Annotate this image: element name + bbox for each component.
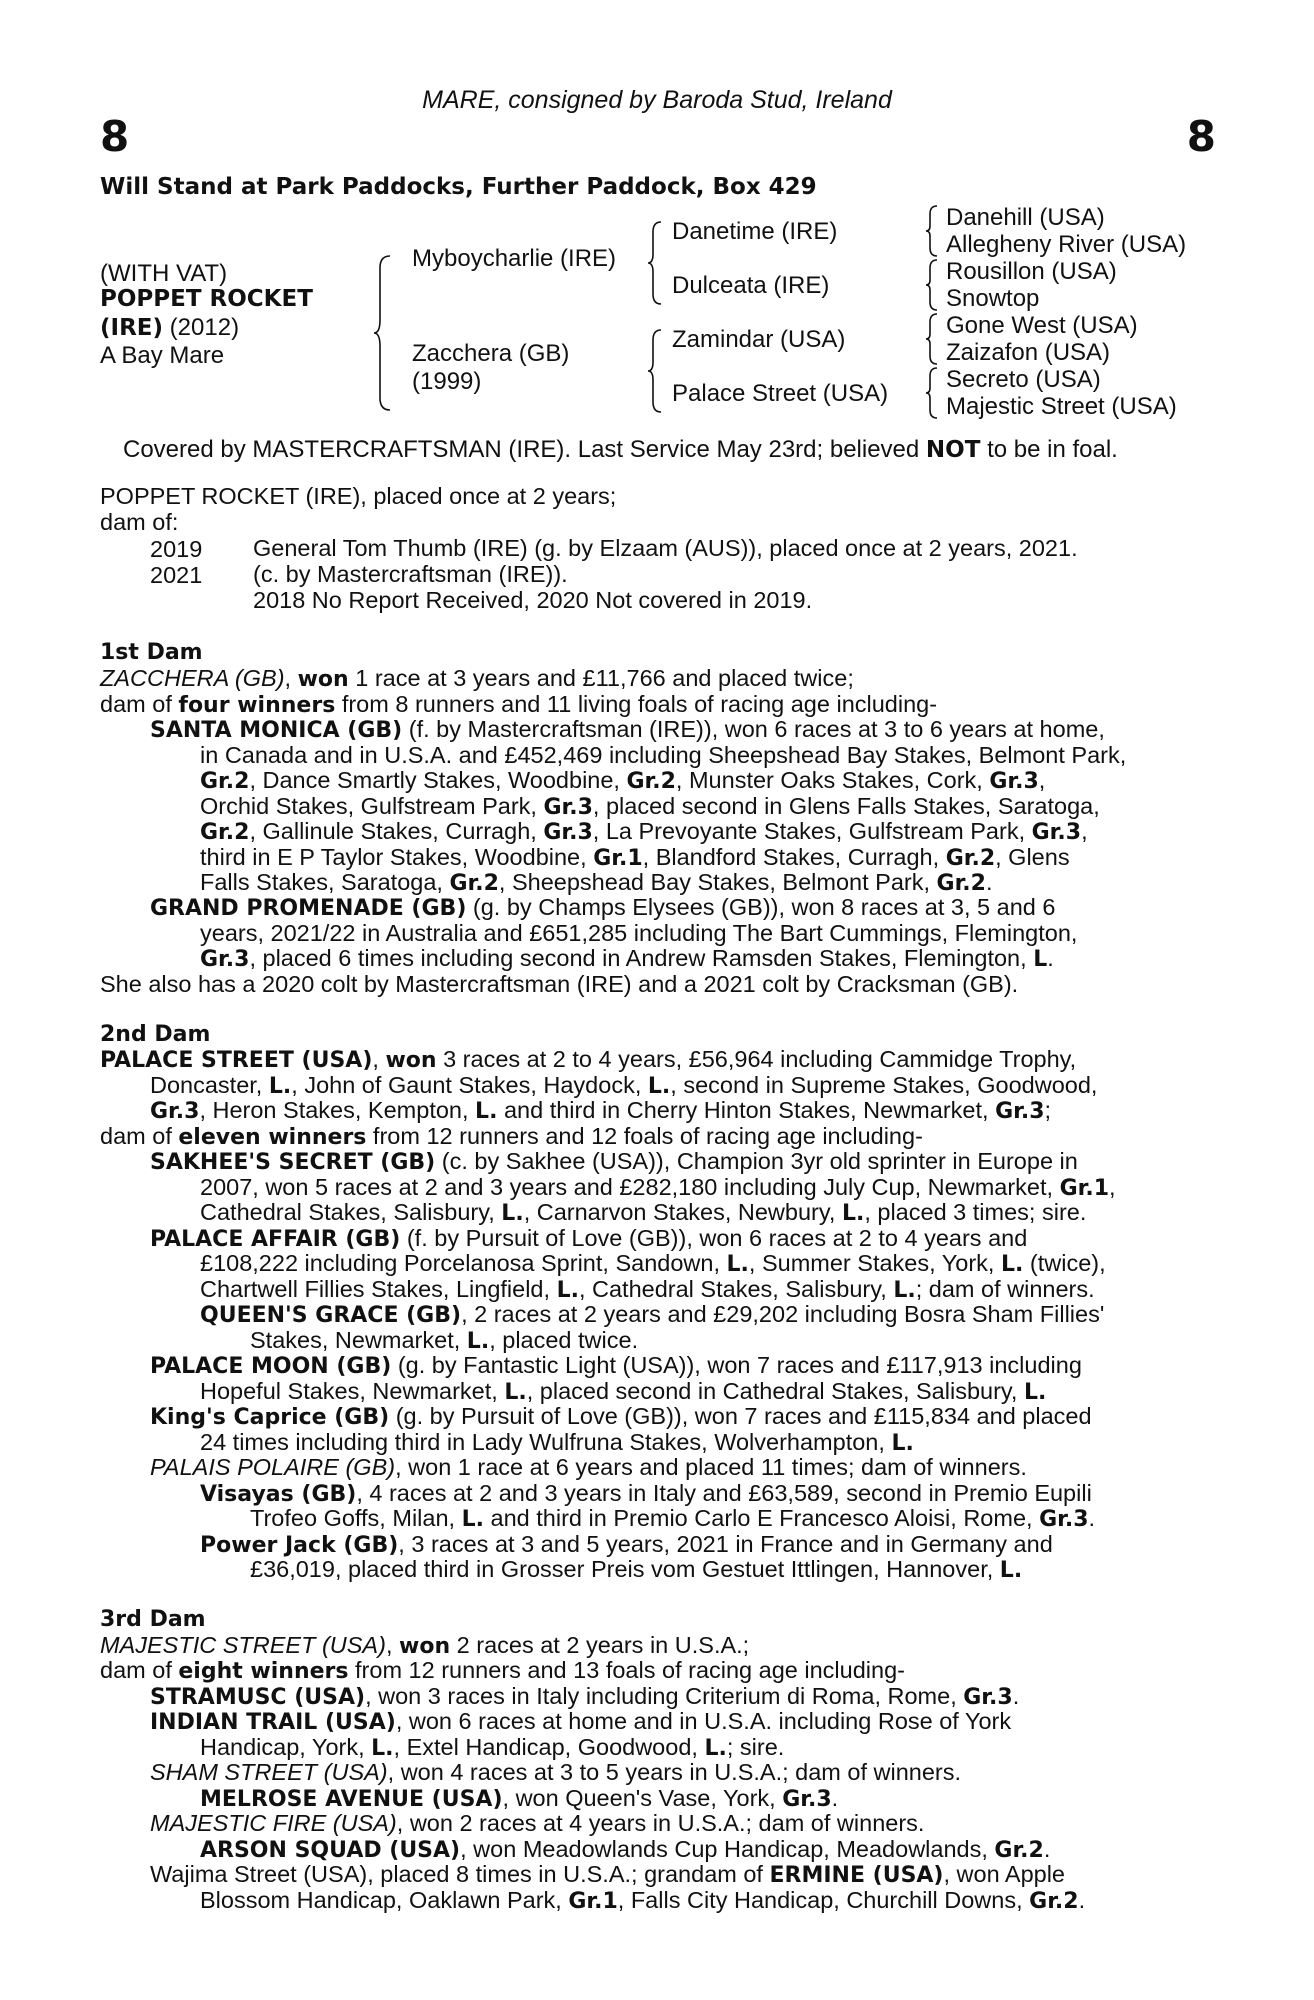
produce-entry: General Tom Thumb (IRE) (g. by Elzaam (AUS)), placed once at 2 years, 2021. <box>253 535 1078 561</box>
first-dam-line: Falls Stakes, Saratoga, Gr.2, Sheepshead Bay Stakes, Belmont Park, Gr.2. <box>200 869 993 896</box>
produce-dam-of: dam of: <box>100 509 179 535</box>
horse-origin-year: (IRE) (2012) <box>100 314 240 341</box>
first-dam-line: Gr.2, Gallinule Stakes, Curragh, Gr.3, La Prevoyante Stakes, Gulfstream Park, Gr.3, <box>200 818 1088 845</box>
produce-intro: POPPET ROCKET (IRE), placed once at 2 years; <box>100 483 617 509</box>
third-dam-line: STRAMUSC (USA), won 3 races in Italy including Criterium di Roma, Rome, Gr.3. <box>150 1683 1020 1710</box>
produce-year: 2021 <box>150 562 203 588</box>
second-dam-line: PALAIS POLAIRE (GB), won 1 race at 6 years and placed 11 times; dam of winners. <box>150 1454 1027 1480</box>
first-dam-line: ZACCHERA (GB), won 1 race at 3 years and £11,766 and placed twice; <box>100 665 854 692</box>
first-dam-line: She also has a 2020 colt by Mastercraftsman (IRE) and a 2021 colt by Cracksman (GB). <box>100 971 1019 997</box>
first-dam-heading: 1st Dam <box>100 640 203 665</box>
pedigree-brace-sd <box>924 258 942 312</box>
consignor-subtitle: MARE, consigned by Baroda Stud, Ireland <box>422 86 892 114</box>
pedigree-brace-dam <box>646 328 666 414</box>
first-dam-line: SANTA MONICA (GB) (f. by Mastercraftsman (IRE)), won 6 races at 3 to 6 years at home, <box>150 716 1105 743</box>
second-dam-line: Doncaster, L., John of Gaunt Stakes, Haydock, L., second in Supreme Stakes, Goodwood, <box>150 1072 1098 1099</box>
second-dam-line: SAKHEE'S SECRET (GB) (c. by Sakhee (USA)), Champion 3yr old sprinter in Europe in <box>150 1148 1078 1175</box>
vat-note: (WITH VAT) <box>100 260 228 287</box>
pedigree-brace-ds <box>924 312 942 366</box>
pedigree-brace-sire <box>646 220 666 306</box>
dam: Zacchera (GB) <box>412 340 570 367</box>
second-dam-line: PALACE AFFAIR (GB) (f. by Pursuit of Love (GB)), won 6 races at 2 to 4 years and <box>150 1225 1028 1252</box>
second-dam-line: £108,222 including Porcelanosa Sprint, Sandown, L., Summer Stakes, York, L. (twice), <box>200 1250 1106 1277</box>
second-dam-line: Cathedral Stakes, Salisbury, L., Carnarvon Stakes, Newbury, L., placed 3 times; sire. <box>200 1199 1087 1226</box>
first-dam-line: dam of four winners from 8 runners and 11 living foals of racing age including- <box>100 691 938 718</box>
first-dam-line: Orchid Stakes, Gulfstream Park, Gr.3, placed second in Glens Falls Stakes, Saratoga, <box>200 793 1100 820</box>
lot-number-left: 8 <box>100 112 130 161</box>
third-dam-line: MAJESTIC FIRE (USA), won 2 races at 4 years in U.S.A.; dam of winners. <box>150 1810 925 1836</box>
sire-dam: Dulceata (IRE) <box>672 272 830 299</box>
second-dam-line: Visayas (GB), 4 races at 2 and 3 years in Italy and £63,589, second in Premio Eupili <box>200 1480 1092 1507</box>
third-dam-line: ARSON SQUAD (USA), won Meadowlands Cup Handicap, Meadowlands, Gr.2. <box>200 1836 1051 1863</box>
second-dam-line: Gr.3, Heron Stakes, Kempton, L. and third in Cherry Hinton Stakes, Newmarket, Gr.3; <box>150 1097 1052 1124</box>
third-dam-line: dam of eight winners from 12 runners and 13 foals of racing age including- <box>100 1657 905 1684</box>
produce-note: 2018 No Report Received, 2020 Not covered in 2019. <box>253 587 813 613</box>
dam-dam: Palace Street (USA) <box>672 380 889 407</box>
third-dam-line: SHAM STREET (USA), won 4 races at 3 to 5 years in U.S.A.; dam of winners. <box>150 1759 962 1785</box>
first-dam-line: Gr.3, placed 6 times including second in Andrew Ramsden Stakes, Flemington, L. <box>200 945 1054 972</box>
covering-note: Covered by MASTERCRAFTSMAN (IRE). Last Service May 23rd; believed NOT to be in foal. <box>123 436 1118 463</box>
sire: Myboycharlie (IRE) <box>412 245 617 272</box>
third-dam-heading: 3rd Dam <box>100 1607 206 1632</box>
dam-year: (1999) <box>412 368 482 395</box>
pedigree-brace-main <box>372 254 396 412</box>
sire-sire: Danetime (IRE) <box>672 218 838 245</box>
third-dam-line: Blossom Handicap, Oaklawn Park, Gr.1, Falls City Handicap, Churchill Downs, Gr.2. <box>200 1887 1086 1914</box>
third-dam-line: Wajima Street (USA), placed 8 times in U.S.A.; grandam of ERMINE (USA), won Apple <box>150 1861 1066 1888</box>
first-dam-line: GRAND PROMENADE (GB) (g. by Champs Elysees (GB)), won 8 races at 3, 5 and 6 <box>150 894 1056 921</box>
dam-sire: Zamindar (USA) <box>672 326 846 353</box>
lot-number-right: 8 <box>1186 112 1216 161</box>
second-dam-line: dam of eleven winners from 12 runners and 12 foals of racing age including- <box>100 1123 923 1150</box>
second-dam-line: QUEEN'S GRACE (GB), 2 races at 2 years and £29,202 including Bosra Sham Fillies' <box>200 1301 1105 1328</box>
stand-location: Will Stand at Park Paddocks, Further Paddock, Box 429 <box>100 174 817 200</box>
second-dam-line: Power Jack (GB), 3 races at 3 and 5 years, 2021 in France and in Germany and <box>200 1531 1053 1558</box>
horse-name: POPPET ROCKET <box>100 286 313 312</box>
first-dam-line: years, 2021/22 in Australia and £651,285 including The Bart Cummings, Flemington, <box>200 920 1078 946</box>
horse-description: A Bay Mare <box>100 342 225 369</box>
sdd: Snowtop <box>946 285 1040 312</box>
dds: Secreto (USA) <box>946 366 1101 393</box>
second-dam-line: 2007, won 5 races at 2 and 3 years and £282,180 including July Cup, Newmarket, Gr.1, <box>200 1174 1116 1201</box>
first-dam-line: third in E P Taylor Stakes, Woodbine, Gr.1, Blandford Stakes, Curragh, Gr.2, Glens <box>200 844 1070 871</box>
second-dam-line: King's Caprice (GB) (g. by Pursuit of Love (GB)), won 7 races and £115,834 and placed <box>150 1403 1092 1430</box>
second-dam-line: PALACE STREET (USA), won 3 races at 2 to 4 years, £56,964 including Cammidge Trophy, <box>100 1046 1077 1073</box>
ssd: Allegheny River (USA) <box>946 231 1187 258</box>
sds: Rousillon (USA) <box>946 258 1117 285</box>
third-dam-line: Handicap, York, L., Extel Handicap, Goodwood, L.; sire. <box>200 1734 785 1761</box>
first-dam-line: Gr.2, Dance Smartly Stakes, Woodbine, Gr.2, Munster Oaks Stakes, Cork, Gr.3, <box>200 767 1046 794</box>
dss: Gone West (USA) <box>946 312 1138 339</box>
pedigree-brace-dd <box>924 366 942 420</box>
second-dam-line: Stakes, Newmarket, L., placed twice. <box>250 1327 639 1354</box>
pedigree-brace-ss <box>924 204 942 258</box>
third-dam-line: INDIAN TRAIL (USA), won 6 races at home and in U.S.A. including Rose of York <box>150 1708 1012 1735</box>
sss: Danehill (USA) <box>946 204 1105 231</box>
third-dam-line: MAJESTIC STREET (USA), won 2 races at 2 years in U.S.A.; <box>100 1632 750 1659</box>
second-dam-line: Trofeo Goffs, Milan, L. and third in Premio Carlo E Francesco Aloisi, Rome, Gr.3. <box>250 1505 1096 1532</box>
produce-entry: (c. by Mastercraftsman (IRE)). <box>253 561 568 587</box>
second-dam-heading: 2nd Dam <box>100 1022 211 1047</box>
second-dam-line: Hopeful Stakes, Newmarket, L., placed second in Cathedral Stakes, Salisbury, L. <box>200 1378 1047 1405</box>
ddd: Majestic Street (USA) <box>946 393 1177 420</box>
first-dam-line: in Canada and in U.S.A. and £452,469 including Sheepshead Bay Stakes, Belmont Park, <box>200 742 1127 768</box>
second-dam-line: £36,019, placed third in Grosser Preis vom Gestuet Ittlingen, Hannover, L. <box>250 1556 1023 1583</box>
second-dam-line: 24 times including third in Lady Wulfruna Stakes, Wolverhampton, L. <box>200 1429 914 1456</box>
produce-year: 2019 <box>150 536 203 562</box>
third-dam-line: MELROSE AVENUE (USA), won Queen's Vase, York, Gr.3. <box>200 1785 839 1812</box>
second-dam-line: Chartwell Fillies Stakes, Lingfield, L., Cathedral Stakes, Salisbury, L.; dam of winners. <box>200 1276 1095 1303</box>
dsd: Zaizafon (USA) <box>946 339 1111 366</box>
second-dam-line: PALACE MOON (GB) (g. by Fantastic Light (USA)), won 7 races and £117,913 including <box>150 1352 1082 1379</box>
